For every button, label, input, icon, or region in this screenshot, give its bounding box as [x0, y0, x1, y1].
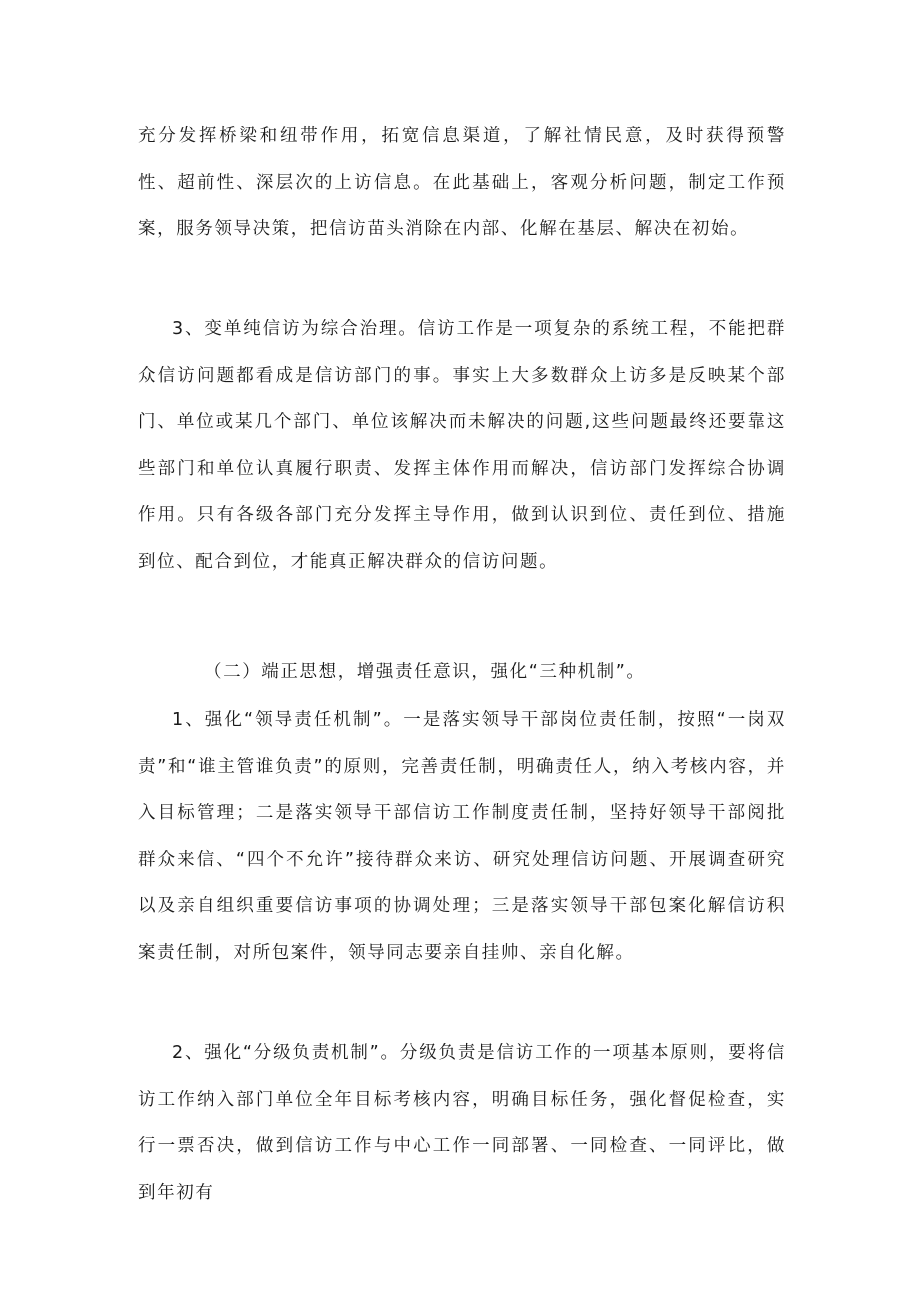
paragraph-comprehensive-governance: 3、变单纯信访为综合治理。信访工作是一项复杂的系统工程，不能把群众信访问题都看成是信访部门的事。事实上大多数群众上访多是反映某个部门、单位或某几个部门、单位该解决而未解决的问题,这些问题最终还要靠这些部门和单位认真履行职责、发挥主体作用而解决，信访部门发挥综合协调作用。只有各级各部门充分发挥主导作用，做到认识到位、责任到位、措施到位、配合到位，才能真正解决群众的信访问题。	[138, 319, 786, 572]
paragraph-information-channels: 充分发挥桥梁和纽带作用，拓宽信息渠道，了解社情民意，及时获得预警性、超前性、深层次的上访信息。在此基础上，客观分析问题，制定工作预案，服务领导决策，把信访苗头消除在内部、化解在基层、解决在初始。	[138, 126, 786, 239]
paragraph-graded-responsibility: 2、强化“分级负责机制”。分级负责是信访工作的一项基本原则，要将信访工作纳入部门单位全年目标考核内容，明确目标任务，强化督促检查，实行一票否决，做到信访工作与中心工作一同部署、一同检查、一同评比，做到年初有	[138, 1043, 786, 1203]
section-heading-three-mechanisms: （二）端正思想，增强责任意识，强化“三种机制”。	[204, 662, 646, 682]
paragraph-leadership-responsibility: 1、强化“领导责任机制”。一是落实领导干部岗位责任制，按照“一岗双责”和“谁主管谁负责”的原则，完善责任制，明确责任人，纳入考核内容，并入目标管理；二是落实领导干部信访工作制度责任制，坚持好领导干部阅批群众来信、“四个不允许”接待群众来访、研究处理信访问题、开展调查研究以及亲自组织重要信访事项的协调处理；三是落实领导干部包案化解信访积案责任制，对所包案件，领导同志要亲自挂帅、亲自化解。	[138, 710, 786, 963]
